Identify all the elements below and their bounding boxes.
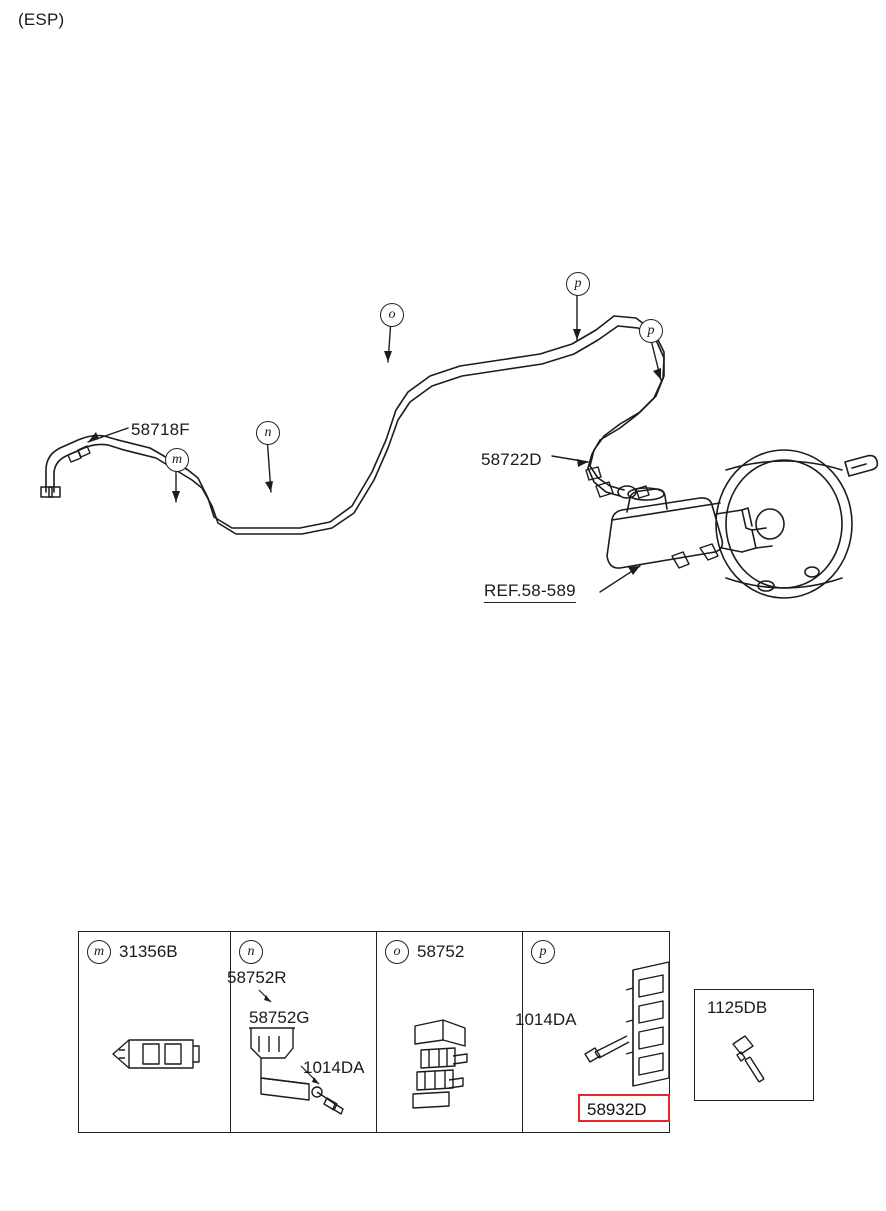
legend-cell-o: [377, 932, 523, 1132]
legend-cell-1125DB: [694, 989, 814, 1101]
clamp-bracket-icon: [231, 932, 377, 1134]
legend-code-58752R: 58752R: [227, 968, 287, 987]
bracket-clip-icon: [107, 1028, 207, 1086]
part-label-58718F: 58718F: [131, 420, 190, 439]
legend-code-31356B: 31356B: [119, 942, 178, 961]
legend-code-1014DA-p: 1014DA: [515, 1010, 577, 1029]
legend-cell-m: [79, 932, 231, 1132]
part-label-58722D: 58722D: [481, 450, 542, 469]
legend-callout-n-icon: n: [239, 940, 263, 964]
legend-code-58752G: 58752G: [249, 1008, 310, 1027]
legend-code-58932D: 58932D: [587, 1100, 647, 1119]
legend-code-58752: 58752: [417, 942, 465, 961]
legend-callout-o-icon: o: [385, 940, 409, 964]
legend-code-1014DA: 1014DA: [303, 1058, 365, 1077]
highlighted-part-58932D: [578, 1094, 670, 1122]
legend-code-1125DB: 1125DB: [707, 998, 768, 1017]
legend-callout-m-icon: m: [87, 940, 111, 964]
esp-title: (ESP): [18, 10, 65, 29]
bolt-icon: [717, 1030, 797, 1090]
callout-p-upper-icon: p: [566, 272, 590, 296]
callout-p-lower-icon: p: [639, 319, 663, 343]
callout-o-icon: o: [380, 303, 404, 327]
callout-m-icon: m: [165, 448, 189, 472]
legend-cell-n: [227, 932, 377, 1132]
legend-callout-p-icon: p: [531, 940, 555, 964]
multi-clip-icon: [403, 1010, 513, 1120]
reference-label-58-589: REF.58-589: [484, 581, 576, 603]
callout-n-icon: n: [256, 421, 280, 445]
